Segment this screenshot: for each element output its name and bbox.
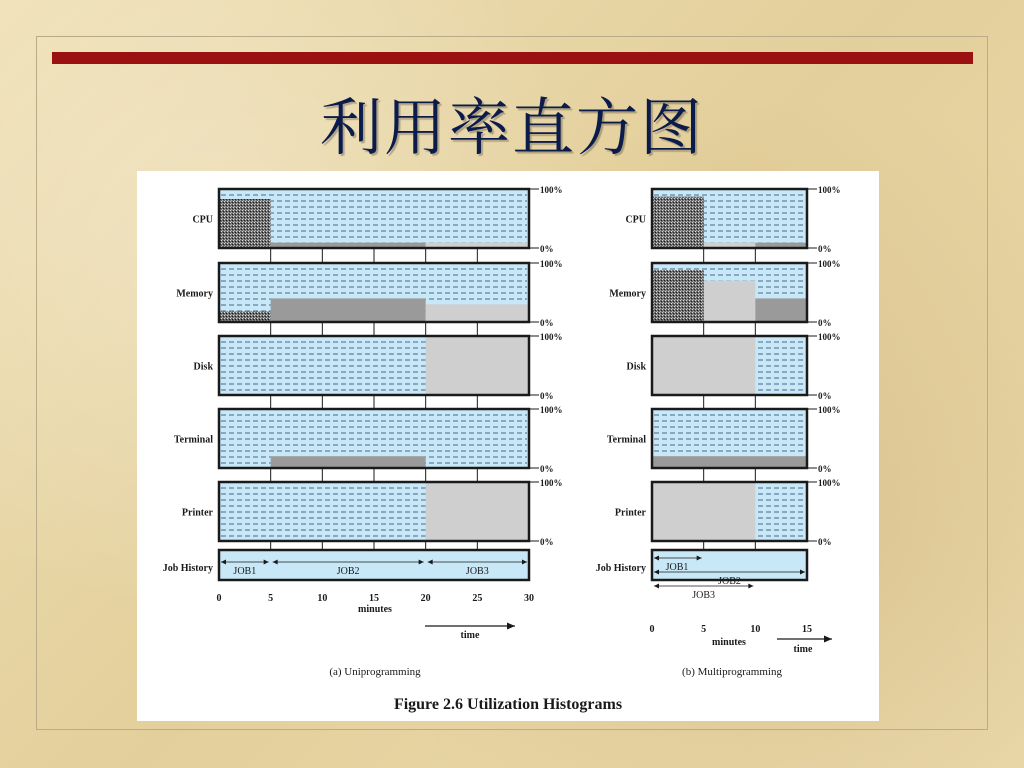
terminal-row-label: Terminal xyxy=(606,434,646,446)
x-tick-label: 30 xyxy=(524,593,534,604)
percent-100-label: 100% xyxy=(540,185,563,195)
utilization-histograms-figure xyxy=(137,171,879,721)
disk-row-label: Disk xyxy=(193,361,213,373)
memory-utilization-block xyxy=(426,304,529,322)
percent-0-label: 0% xyxy=(818,464,832,474)
percent-100-label: 100% xyxy=(540,259,563,269)
terminal-utilization-block xyxy=(652,456,807,468)
percent-100-label: 100% xyxy=(540,405,563,415)
cpu-utilization-block xyxy=(652,197,704,248)
slide-title: 利用率直方图 xyxy=(319,91,704,164)
job-label-job1: JOB1 xyxy=(233,566,257,577)
percent-0-label: 0% xyxy=(818,318,832,328)
memory-utilization-block xyxy=(271,298,426,322)
job-label-job3: JOB3 xyxy=(692,590,716,601)
x-tick-label: 5 xyxy=(701,624,707,635)
cpu-utilization-block xyxy=(219,199,271,248)
x-tick-label: 15 xyxy=(369,593,379,604)
job-label-job1: JOB1 xyxy=(665,562,689,573)
time-arrow-head xyxy=(824,636,832,643)
x-tick-label: 25 xyxy=(472,593,483,604)
time-label: time xyxy=(793,644,813,655)
memory-utilization-block xyxy=(652,270,704,322)
terminal-row-label: Terminal xyxy=(173,434,213,446)
multiprogramming-chart xyxy=(596,185,841,678)
printer-row-label: Printer xyxy=(614,507,646,519)
figure-caption: Figure 2.6 Utilization Histograms xyxy=(393,696,623,713)
job-span-arrow-right xyxy=(748,584,753,589)
percent-100-label: 100% xyxy=(540,478,563,488)
x-tick-label: 10 xyxy=(750,624,761,635)
percent-0-label: 0% xyxy=(818,391,832,401)
printer-row-label: Printer xyxy=(181,507,213,519)
x-axis-label: minutes xyxy=(712,637,746,648)
printer-utilization-block xyxy=(426,482,529,541)
x-tick-label: 20 xyxy=(420,593,431,604)
disk-utilization-block xyxy=(426,336,529,395)
x-tick-label: 0 xyxy=(216,593,222,604)
job-span-arrow-left xyxy=(654,584,659,589)
terminal-utilization-block xyxy=(271,456,426,468)
percent-100-label: 100% xyxy=(818,185,841,195)
x-tick-label: 10 xyxy=(317,593,328,604)
percent-0-label: 0% xyxy=(818,537,832,547)
percent-0-label: 0% xyxy=(540,464,554,474)
subchart-title: (a) Uniprogramming xyxy=(329,666,421,678)
x-tick-label: 0 xyxy=(649,624,655,635)
printer-utilization-block xyxy=(652,482,755,541)
percent-100-label: 100% xyxy=(818,405,841,415)
job-label-job2: JOB2 xyxy=(336,566,360,577)
subchart-title: (b) Multiprogramming xyxy=(682,666,782,678)
memory-row-label: Memory xyxy=(176,288,213,300)
disk-utilization-block xyxy=(652,336,755,395)
percent-0-label: 0% xyxy=(540,537,554,547)
time-label: time xyxy=(460,630,480,641)
percent-100-label: 100% xyxy=(818,478,841,488)
memory-row-label: Memory xyxy=(609,288,646,300)
cpu-row-label: CPU xyxy=(625,214,646,226)
cpu-row-label: CPU xyxy=(192,214,213,226)
title-accent-bar xyxy=(52,52,973,64)
percent-100-label: 100% xyxy=(540,332,563,342)
percent-0-label: 0% xyxy=(540,391,554,401)
uniprogramming-chart xyxy=(163,185,563,678)
time-arrow-head xyxy=(507,623,515,630)
percent-100-label: 100% xyxy=(818,332,841,342)
percent-0-label: 0% xyxy=(540,244,554,254)
percent-100-label: 100% xyxy=(818,259,841,269)
x-tick-label: 15 xyxy=(802,624,812,635)
memory-utilization-block xyxy=(219,311,271,322)
job-label-job2: JOB2 xyxy=(718,576,741,587)
figure-panel xyxy=(137,171,879,721)
job-history-label: Job History xyxy=(595,563,646,574)
job-label-job3: JOB3 xyxy=(465,566,489,577)
percent-0-label: 0% xyxy=(540,318,554,328)
x-axis-label: minutes xyxy=(358,604,392,615)
x-tick-label: 5 xyxy=(268,593,274,604)
disk-row-label: Disk xyxy=(626,361,646,373)
job-history-label: Job History xyxy=(162,563,213,574)
percent-0-label: 0% xyxy=(818,244,832,254)
